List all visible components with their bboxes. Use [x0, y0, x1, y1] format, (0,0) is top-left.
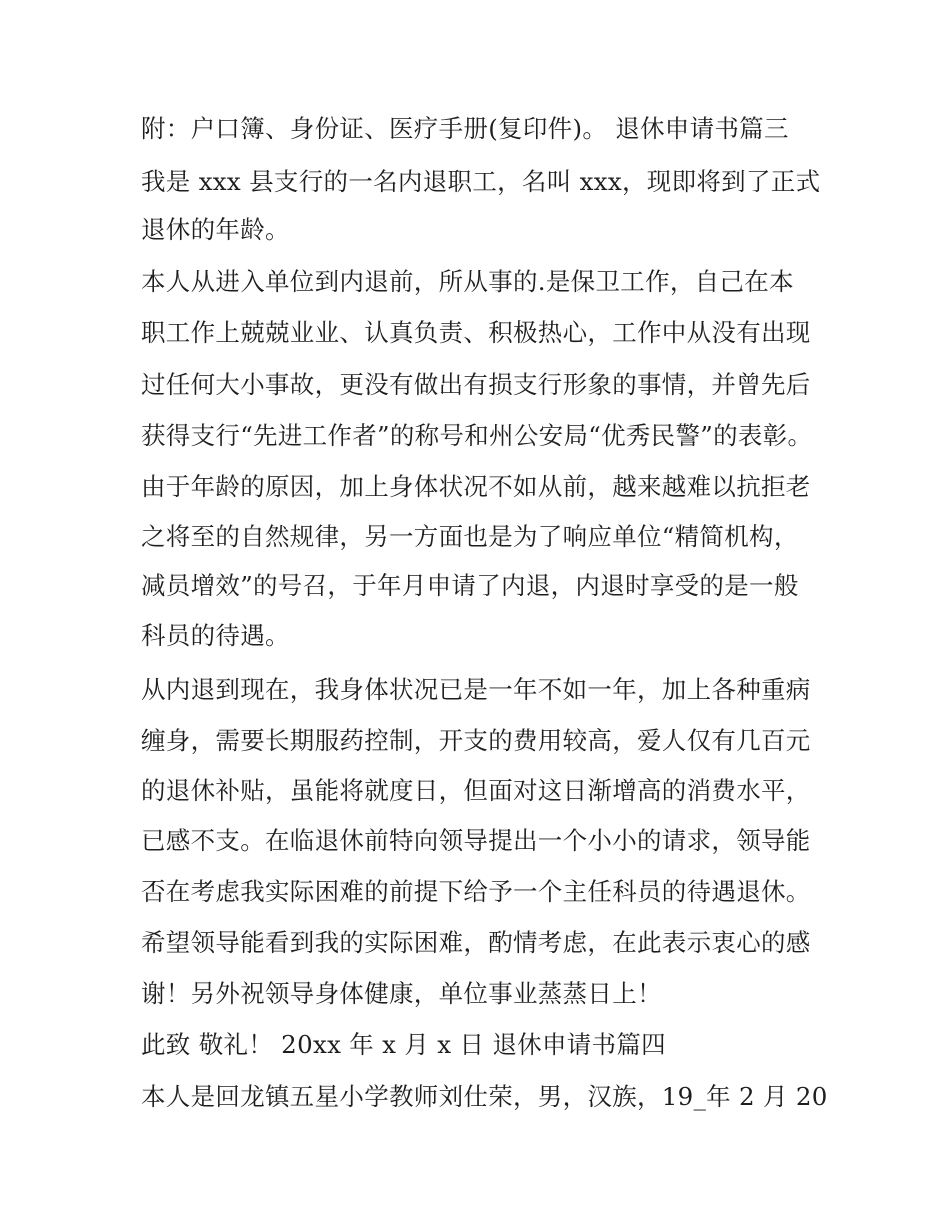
- text-line: 之将至的自然规律，另一方面也是为了响应单位“精简机构，: [141, 522, 799, 551]
- text-line: 获得支行“先进工作者”的称号和州公安局“优秀民警”的表彰。: [141, 421, 813, 450]
- text-line: 本人从进入单位到内退前，所从事的.是保卫工作，自己在本: [141, 267, 794, 296]
- text-line: 我是 xxx 县支行的一名内退职工，名叫 xxx，现即将到了正式: [141, 167, 821, 196]
- text-line: 谢！另外祝领导身体健康，单位事业蒸蒸日上！: [141, 979, 662, 1008]
- text-line: 退休的年龄。: [141, 215, 290, 244]
- text-line: 附：户口簿、身份证、医疗手册(复印件)。 退休申请书篇三: [141, 114, 789, 143]
- text-line: 科员的待遇。: [141, 621, 290, 650]
- text-line: 的退休补贴，虽能将就度日，但面对这日渐增高的消费水平，: [141, 776, 811, 805]
- text-line: 过任何大小事故，更没有做出有损支行形象的事情，并曾先后: [141, 370, 811, 399]
- text-line: 减员增效”的号召，于年月申请了内退，内退时享受的是一般: [141, 571, 799, 600]
- text-line: 从内退到现在，我身体状况已是一年不如一年，加上各种重病: [141, 675, 811, 704]
- text-line: 本人是回龙镇五星小学教师刘仕荣，男，汉族，19_年 2 月 20: [141, 1082, 828, 1111]
- text-line: 职工作上兢兢业业、认真负责、积极热心，工作中从没有出现: [141, 318, 811, 347]
- text-line: 已感不支。在临退休前特向领导提出一个小小的请求，领导能: [141, 826, 811, 855]
- text-line: 由于年龄的原因，加上身体状况不如从前，越来越难以抗拒老: [141, 472, 811, 501]
- text-line: 否在考虑我实际困难的前提下给予一个主任科员的待遇退休。: [141, 877, 811, 906]
- text-line: 此致 敬礼！ 20xx 年 x 月 x 日 退休申请书篇四: [141, 1030, 666, 1059]
- text-line: 缠身，需要长期服药控制，开支的费用较高，爱人仅有几百元: [141, 726, 811, 755]
- text-line: 希望领导能看到我的实际困难，酌情考虑，在此表示衷心的感: [141, 928, 811, 957]
